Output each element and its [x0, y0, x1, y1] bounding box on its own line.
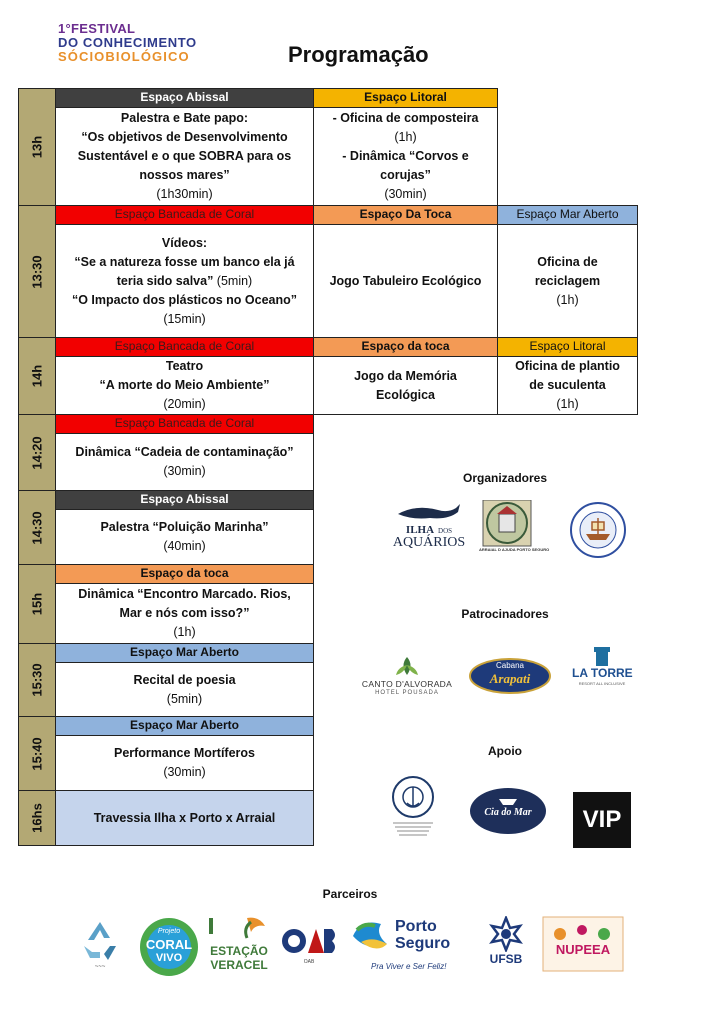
header-espaco-da-toca: Espaço Da Toca — [313, 205, 498, 225]
festival-logo-line3: SÓCIOBIOLÓGICO — [58, 49, 190, 64]
section-apoio: Apoio — [488, 744, 522, 758]
recycle-logo: ~~~ — [76, 916, 124, 978]
arraial-seal-logo: ARRAIAL D AJUDA PORTO SEGURO — [479, 500, 535, 556]
ilha-dos-aquarios-logo: ILHA DOS AQUÁRIOS — [386, 500, 472, 556]
activity-cadeia-contaminacao: Dinâmica “Cadeia de contaminação” (30min) — [55, 433, 314, 491]
time-cell-13h: 13h — [18, 88, 56, 206]
time-cell-1330: 13:30 — [18, 205, 56, 338]
header-espaco-abissal: Espaço Abissal — [55, 88, 314, 108]
header-espaco-da-toca: Espaço da toca — [313, 337, 498, 357]
activity-jogo-tabuleiro: Jogo Tabuleiro Ecológico — [313, 224, 498, 338]
activity-jogo-memoria: Jogo da Memória Ecológica — [313, 356, 498, 415]
section-parceiros: Parceiros — [322, 887, 378, 901]
bird-icon — [207, 914, 271, 942]
page-title: Programação — [288, 42, 429, 67]
canto-dalvorada-logo: CANTO D'ALVORADA HOTEL POUSADA — [360, 655, 454, 703]
la-torre-logo: LA TORRE RESORT ALL INCLUSIVE — [572, 645, 632, 695]
activity-performance-mortiferos: Performance Mortíferos (30min) — [55, 735, 314, 791]
activity-teatro: Teatro “A morte do Meio Ambiente” (20min) — [55, 356, 314, 415]
activity-poluicao-marinha: Palestra “Poluição Marinha” (40min) — [55, 509, 314, 565]
time-cell-1530: 15:30 — [18, 643, 56, 717]
activity-palestra-ods: Palestra e Bate papo: “Os objetivos de Desenvolvimento Sustentável e o que SOBRA para os nossos mares” (1h30min) — [55, 107, 314, 206]
activity-videos: Vídeos: “Se a natureza fosse um banco ela já teria sido salva” (5min) “O Impacto dos plásticos no Oceano” (15min) — [55, 224, 314, 338]
activity-composteira-corvos: - Oficina de composteira (1h) - Dinâmica “Corvos e corujas” (30min) — [313, 107, 498, 206]
estacao-veracel-logo: ESTAÇÃO VERACEL — [207, 914, 271, 976]
header-espaco-mar-aberto: Espaço Mar Aberto — [55, 716, 314, 736]
anchor-seal-icon — [385, 773, 441, 843]
header-espaco-bancada-coral: Espaço Bancada de Coral — [55, 205, 314, 225]
ufsb-logo: UFSB — [482, 916, 530, 978]
vip-logo: VIP — [573, 792, 631, 848]
cabana-arapati-logo: Cabana Arapati — [469, 658, 551, 694]
header-espaco-abissal: Espaço Abissal — [55, 490, 314, 510]
header-espaco-litoral: Espaço Litoral — [313, 88, 498, 108]
nupeea-logo: NUPEEA — [542, 916, 624, 972]
time-cell-1430: 14:30 — [18, 490, 56, 565]
activity-recital-poesia: Recital de poesia (5min) — [55, 662, 314, 717]
leaf-icon — [360, 655, 454, 677]
colegio-seal-logo — [568, 500, 628, 560]
header-espaco-mar-aberto: Espaço Mar Aberto — [497, 205, 638, 225]
festival-logo-line1: 1°FESTIVAL — [58, 21, 136, 36]
tower-icon — [572, 645, 632, 667]
header-espaco-bancada-coral: Espaço Bancada de Coral — [55, 337, 314, 357]
projeto-coral-vivo-logo: Projeto CORAL VIVO — [138, 916, 200, 978]
activity-encontro-marcado: Dinâmica “Encontro Marcado. Rios, Mar e nós com isso?” (1h) — [55, 583, 314, 644]
ship-seal-icon — [568, 500, 628, 560]
festival-logo — [58, 22, 197, 64]
header-espaco-da-toca: Espaço da toca — [55, 564, 314, 584]
time-cell-14h: 14h — [18, 337, 56, 415]
porto-seguro-logo: Porto Seguro Pra Viver e Ser Feliz! — [347, 914, 467, 980]
time-cell-15h: 15h — [18, 564, 56, 644]
oab-logo: OAB — [280, 921, 338, 975]
section-organizadores: Organizadores — [462, 471, 548, 485]
header-espaco-litoral: Espaço Litoral — [497, 337, 638, 357]
time-cell-1420: 14:20 — [18, 414, 56, 491]
header-espaco-bancada-coral: Espaço Bancada de Coral — [55, 414, 314, 434]
ufsb-star-icon — [482, 916, 530, 952]
header-espaco-mar-aberto: Espaço Mar Aberto — [55, 643, 314, 663]
oab-mark-icon — [280, 921, 338, 961]
section-patrocinadores: Patrocinadores — [461, 607, 549, 621]
marinha-seal-logo — [385, 773, 441, 843]
cia-do-mar-logo: Cia do Mar — [469, 787, 547, 835]
recycle-icon — [76, 916, 124, 964]
activity-oficina-suculenta: Oficina de plantio de suculenta (1h) — [497, 356, 638, 415]
time-cell-16hs: 16hs — [18, 790, 56, 846]
activity-oficina-reciclagem: Oficina de reciclagem (1h) — [497, 224, 638, 338]
festival-logo-line2: DO CONHECIMENTO — [58, 35, 197, 50]
activity-travessia: Travessia Ilha x Porto x Arraial — [55, 790, 314, 846]
seal-icon — [479, 500, 535, 548]
time-cell-1540: 15:40 — [18, 716, 56, 791]
